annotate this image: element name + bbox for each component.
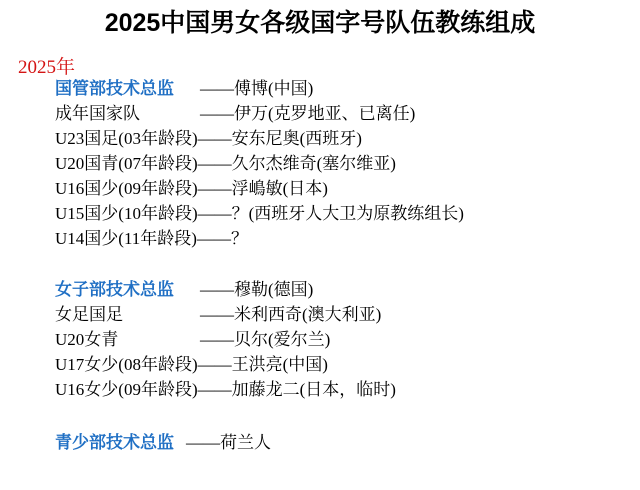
row-label: U23国足(03年龄段) [55, 129, 198, 148]
row-value: 安东尼奥(西班牙) [231, 129, 362, 148]
table-row [0, 101, 640, 126]
row-label: U15国少(10年龄段) [55, 204, 198, 223]
row-dash: —— [197, 129, 232, 148]
row-dash: —— [200, 104, 234, 123]
row-value: 浮嶋敏(日本) [231, 179, 328, 198]
table-row [0, 377, 640, 402]
row-dash: —— [197, 154, 232, 173]
row-value: 穆勒(德国) [234, 280, 314, 299]
row-label: U16女少(09年龄段) [55, 380, 198, 399]
row-value: 米利西奇(澳大利亚) [234, 305, 382, 324]
row-dash: —— [200, 330, 234, 349]
table-row [0, 151, 640, 176]
section-youth-department [0, 430, 640, 455]
row-label: 女足国足 [55, 305, 123, 324]
table-row [0, 352, 640, 377]
row-label: U20国青(07年龄段) [55, 154, 198, 173]
section-header-row [0, 277, 640, 302]
section-womens-department [0, 277, 640, 402]
row-dash: —— [200, 79, 234, 98]
row-label: U17女少(08年龄段) [55, 355, 198, 374]
table-row [0, 126, 640, 151]
table-row [0, 176, 640, 201]
row-label: 国管部技术总监 [55, 79, 174, 98]
row-label: U14国少(11年龄段) [55, 229, 197, 248]
content-body [0, 76, 640, 459]
table-row [0, 226, 640, 251]
row-dash: —— [197, 204, 232, 223]
section-national-management-department [0, 76, 640, 251]
slide-page [0, 8, 640, 490]
row-label: 青少部技术总监 [55, 433, 174, 452]
page-title: 2025中国男女各级国字号队伍教练组成 [104, 9, 536, 37]
row-value: ？ [230, 229, 248, 248]
row-value: 久尔杰维奇(塞尔维亚) [231, 154, 396, 173]
row-label: 女子部技术总监 [55, 280, 174, 299]
row-dash: —— [197, 179, 232, 198]
year-note: 2025年 [18, 57, 76, 78]
section-header-row [0, 76, 640, 101]
row-dash: —— [197, 355, 232, 374]
row-value: 贝尔(爱尔兰) [234, 330, 331, 349]
row-label: U16国少(09年龄段) [55, 179, 198, 198]
row-dash: —— [186, 433, 220, 452]
row-dash: —— [200, 280, 234, 299]
row-value: 加藤龙二(日本，临时) [231, 380, 396, 399]
row-dash: —— [200, 305, 234, 324]
table-row [0, 201, 640, 226]
row-dash: —— [196, 229, 231, 248]
table-row [0, 327, 640, 352]
row-value: ？(西班牙人大卫为原教练组长) [231, 204, 464, 223]
row-value: 伊万(克罗地亚、已离任) [234, 104, 416, 123]
table-row [0, 302, 640, 327]
row-value: 傅博(中国) [234, 79, 314, 98]
row-dash: —— [197, 380, 232, 399]
row-label: 成年国家队 [55, 104, 140, 123]
section-header-row [0, 430, 640, 455]
row-value: 荷兰人 [220, 433, 271, 452]
row-label: U20女青 [55, 330, 119, 349]
row-value: 王洪亮(中国) [231, 355, 328, 374]
